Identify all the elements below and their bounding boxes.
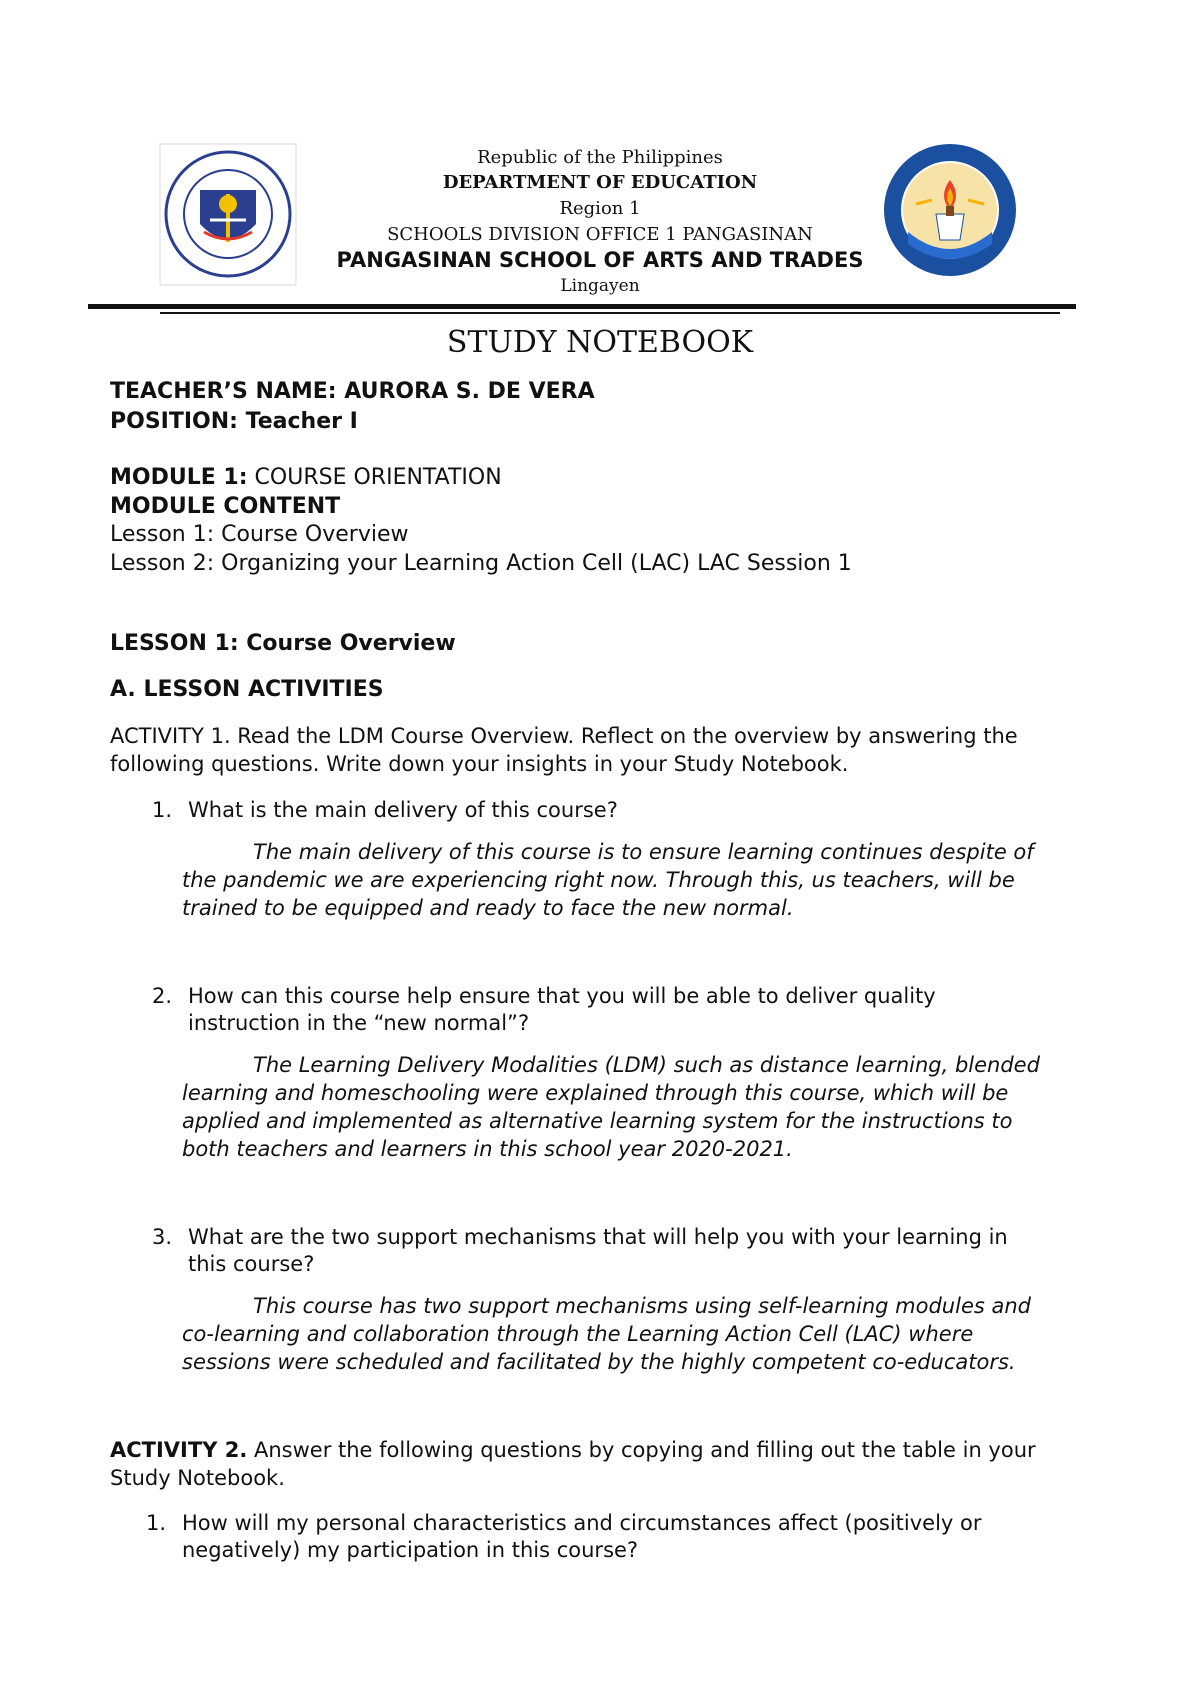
question-number: 3. xyxy=(152,1225,173,1249)
activity-1-intro-cont: following questions. Write down your insights in your Study Notebook. xyxy=(110,752,849,776)
teacher-name xyxy=(110,379,595,404)
answer-line: This course has two support mechanisms using self-learning modules and xyxy=(253,1294,1031,1318)
answer-line: trained to be equipped and ready to face the new normal. xyxy=(182,896,794,920)
question-number: 2. xyxy=(152,984,173,1008)
header-divider-thin xyxy=(160,312,1060,314)
header-region: Region 1 xyxy=(559,198,641,219)
header-department: DEPARTMENT OF EDUCATION xyxy=(442,172,758,193)
answer-line: learning and homeschooling were explained through this course, which will be xyxy=(182,1081,1009,1105)
question-text: How will my personal characteristics and circumstances affect (positively or xyxy=(182,1511,982,1535)
header-divider-thick xyxy=(88,304,1076,309)
activity-2-label: ACTIVITY 2. xyxy=(110,1438,248,1462)
module-lesson-1: Lesson 1: Course Overview xyxy=(110,522,409,547)
question-number: 1. xyxy=(152,798,173,822)
header-city: Lingayen xyxy=(560,276,640,296)
question-text: What is the main delivery of this course? xyxy=(188,798,618,822)
answer-line: applied and implemented as alternative learning system for the instructions to xyxy=(182,1109,1013,1133)
answer-line: the pandemic we are experiencing right now. Through this, us teachers, will be xyxy=(182,868,1015,892)
answer-line: The main delivery of this course is to ensure learning continues despite of xyxy=(253,840,1034,864)
header-school: PANGASINAN SCHOOL OF ARTS AND TRADES xyxy=(336,248,864,272)
teacher-name-label: TEACHER’S NAME: xyxy=(110,379,337,404)
question-text-cont: instruction in the “new normal”? xyxy=(188,1011,530,1035)
lesson-heading: LESSON 1: Course Overview xyxy=(110,631,456,656)
question-text: What are the two support mechanisms that will help you with your learning in xyxy=(188,1225,1008,1249)
deped-seal-icon xyxy=(158,142,298,287)
header-division: SCHOOLS DIVISION OFFICE 1 PANGASINAN xyxy=(387,224,813,245)
teacher-name-value: AURORA S. DE VERA xyxy=(344,379,595,404)
activity-2-text: Answer the following questions by copying and filling out the table in your xyxy=(247,1438,1036,1462)
page-title: STUDY NOTEBOOK xyxy=(446,325,754,360)
section-heading: A. LESSON ACTIVITIES xyxy=(110,677,384,702)
teacher-position xyxy=(110,409,358,434)
question-number: 1. xyxy=(146,1511,167,1535)
question-text-cont: negatively) my participation in this course? xyxy=(182,1538,639,1562)
activity-2-intro-cont: Study Notebook. xyxy=(110,1466,285,1490)
answer-line: sessions were scheduled and facilitated by the highly competent co-educators. xyxy=(182,1350,1016,1374)
activity-1-label: ACTIVITY 1 xyxy=(110,724,224,748)
position-label: POSITION: xyxy=(110,409,238,434)
question-text-cont: this course? xyxy=(188,1252,315,1276)
position-value: Teacher I xyxy=(245,409,358,434)
activity-1-text: . Read the LDM Course Overview. Reflect on the overview by answering the xyxy=(223,724,1018,748)
sdo-pangasinan-seal-icon xyxy=(880,140,1020,280)
activity-2-intro xyxy=(110,1438,1036,1462)
header-republic: Republic of the Philippines xyxy=(477,147,723,168)
module-value: COURSE ORIENTATION xyxy=(254,465,502,490)
module-label: MODULE 1: xyxy=(110,465,248,490)
module-title xyxy=(110,465,502,490)
activity-1-intro xyxy=(110,724,1018,748)
answer-line: co-learning and collaboration through the Learning Action Cell (LAC) where xyxy=(182,1322,974,1346)
answer-line: The Learning Delivery Modalities (LDM) such as distance learning, blended xyxy=(253,1053,1040,1077)
answer-line: both teachers and learners in this school year 2020-2021. xyxy=(182,1137,793,1161)
question-text: How can this course help ensure that you will be able to deliver quality xyxy=(188,984,936,1008)
module-lesson-2: Lesson 2: Organizing your Learning Action Cell (LAC) LAC Session 1 xyxy=(110,551,852,576)
module-content-heading: MODULE CONTENT xyxy=(110,494,341,519)
